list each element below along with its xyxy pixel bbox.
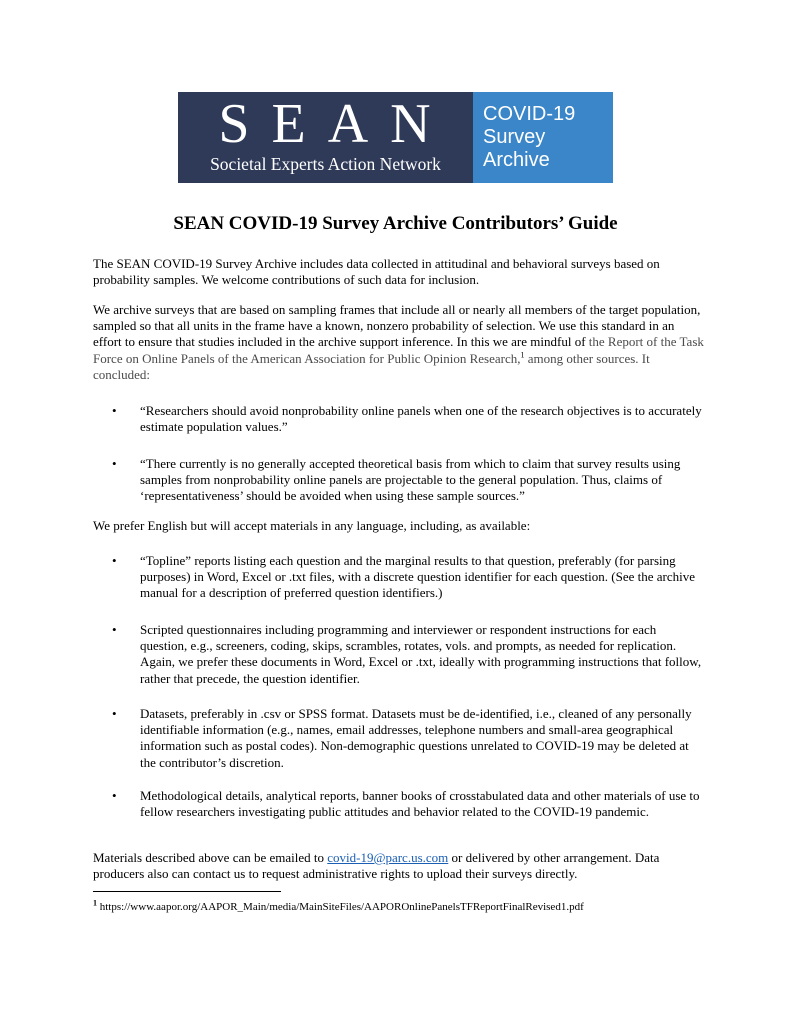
closing-text-b: or delivered by other arrangement. Data producers also can contact us to request administrative rights to upload their surveys directly.: [93, 850, 660, 882]
archive-text-c: among other sources. It concluded:: [93, 350, 650, 382]
footnote-marker: 1: [93, 898, 97, 908]
bullet-dot-icon: •: [112, 622, 117, 637]
logo-box-line2: Survey: [483, 126, 546, 148]
footnote-divider: [93, 891, 281, 892]
materials-bullet: [112, 622, 702, 687]
materials-bullet: [112, 706, 702, 771]
footnote-ref-1: 1: [520, 350, 525, 360]
materials-text: “Topline” reports listing each question and the marginal results to that question, preferably (for parsing purposes) in Word, Excel or .txt files, with a discrete question identifier for each question. (See the archive manual for a description of preferred question identifiers.): [140, 553, 696, 601]
document-title: SEAN COVID-19 Survey Archive Contributors’ Guide: [173, 213, 618, 234]
quote-bullet: [112, 403, 702, 435]
logo-brand-text: SEAN: [218, 93, 453, 155]
logo-box-line1: COVID-19: [483, 103, 576, 125]
materials-intro: We prefer English but will accept materials in any language, including, as available:: [93, 518, 531, 533]
bullet-dot-icon: •: [112, 788, 117, 803]
materials-text: Methodological details, analytical reports, banner books of crosstabulated data and other materials of use to fellow researchers investigating public attitudes and behavior related to the COVID-19 pandemic.: [140, 788, 700, 820]
sean-logo: [178, 92, 613, 183]
footnote-url[interactable]: https://www.aapor.org/AAPOR_Main/media/MainSiteFiles/AAPOROnlinePanelsTFReportFinalRevised1.pdf: [99, 901, 584, 913]
materials-text: Scripted questionnaires including programming and interviewer or respondent instructions for each question, e.g., screeners, coding, skips, scrambles, rotates, vols. and prompts, as needed for replication. Again, we prefer these documents in Word, Excel or .txt, ideally with programming instructions that follow, rather that precede, the question identifier.: [140, 622, 702, 686]
logo-brand-panel: [178, 92, 473, 183]
footnote: [93, 900, 584, 914]
materials-text: Datasets, preferably in .csv or SPSS format. Datasets must be de-identified, i.e., cleaned of any personally identifiable information (e.g., names, email addresses, telephone numbers and small-area geographical information such as postal codes). Non-demographic questions unrelated to COVID-19 may be deleted at the contributor’s discretion.: [140, 706, 692, 770]
quote-bullet: [112, 456, 702, 505]
bullet-dot-icon: •: [112, 706, 117, 721]
logo-subtitle: Societal Experts Action Network: [210, 154, 441, 174]
bullet-dot-icon: •: [112, 553, 117, 568]
intro-paragraph: The SEAN COVID-19 Survey Archive includes data collected in attitudinal and behavioral surveys based on probability samples. We welcome contributions of such data for inclusion.: [93, 256, 660, 288]
quote-text: “There currently is no generally accepted theoretical basis from which to claim that survey results using samples from nonprobability online panels are projectable to the general population. Thus, claims of ‘representativeness’ should be avoided when using these sample sources.”: [140, 456, 681, 504]
logo-box-line3: Archive: [483, 149, 550, 171]
logo-archive-panel: [473, 92, 613, 183]
materials-bullet: [112, 788, 702, 820]
quote-text: “Researchers should avoid nonprobability online panels when one of the research objectives is to accurately estimate population values.”: [140, 403, 702, 435]
archive-text-a: We archive surveys that are based on sampling frames that include all or nearly all members of the target population, sampled so that all units in the frame have a known, nonzero probability of selection. We use this standard in an effort to ensure that studies included in the archive support inference. In this we are mindful of: [93, 302, 701, 350]
archive-standard-paragraph: [93, 302, 705, 383]
task-force-reference: the Report of the Task Force on Online Panels of the American Association for Public Opinion Research,: [93, 334, 704, 366]
contact-email-link[interactable]: covid-19@parc.us.com: [327, 850, 449, 865]
materials-bullet: [112, 553, 702, 602]
closing-text-a: Materials described above can be emailed to: [93, 850, 328, 865]
bullet-dot-icon: •: [112, 403, 117, 418]
bullet-dot-icon: •: [112, 456, 117, 471]
closing-paragraph: [93, 850, 705, 882]
